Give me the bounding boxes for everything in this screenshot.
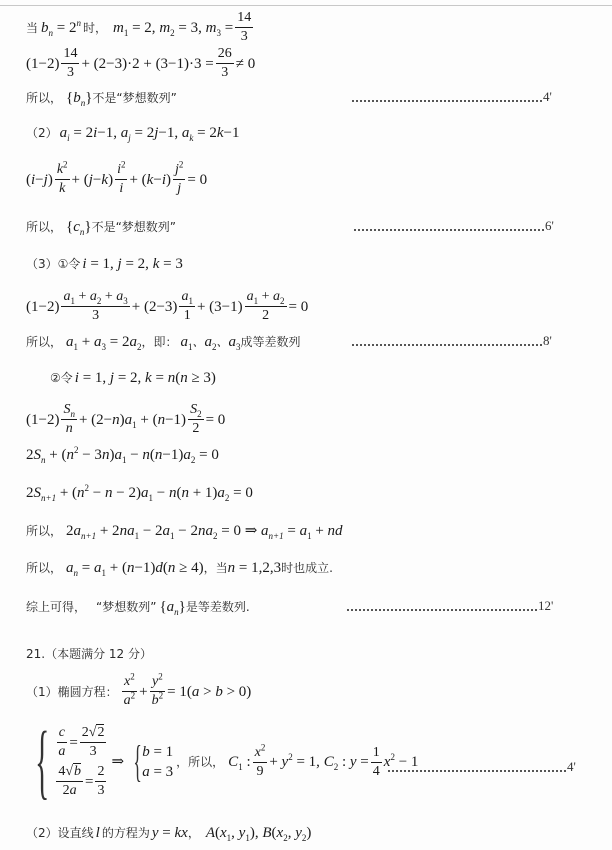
math-n-123: n = 1,2,3: [227, 560, 282, 576]
text-is-arith: 是等差数列.: [185, 600, 250, 614]
line-part2-expr: [26, 159, 208, 197]
text-not-dream-seq: 不是“梦想数列”: [92, 91, 177, 105]
math-step2-cond: i = 1, j = 2, k = n(n ≥ 3): [74, 370, 216, 386]
line-step1-expr: [26, 289, 308, 324]
score-value: 8': [543, 333, 552, 348]
math-step2-expr4: $2a_{n+1} + 2na_1 - 2a_1 - 2na_2 = 0$ ⇒ $a_{n+1} = a_1$ + nd: [66, 523, 343, 541]
math-part2-expr-3: + (k−i): [129, 171, 171, 188]
fraction-2sqrt2-3: $\frac{2√2}{3}$: [81, 725, 105, 759]
score-value: 4': [567, 759, 576, 774]
line-step2-expr1: [26, 402, 225, 437]
line-part3-step1-cond: [26, 255, 183, 273]
math-seq-bn: $\{b_n\}$: [66, 90, 93, 108]
line-bn-values: [26, 10, 255, 45]
math-b-eq-1: b = 1: [142, 744, 174, 760]
fraction-j2-j: $\frac{j^2}{j}$: [174, 159, 184, 196]
label-part2: （2）: [26, 126, 58, 140]
text-suoyi: ，所以，: [176, 755, 225, 769]
math-seq-cn: $\{c_n\}$: [66, 219, 92, 237]
math-step1-coef1: (1−2): [26, 298, 60, 315]
math-eq-zero: = 0: [205, 411, 226, 428]
score-value: 12': [538, 598, 554, 613]
line-step2-expr5: [26, 559, 333, 577]
math-C1: $C_1$ :: [228, 754, 251, 772]
label-part1: （1）: [26, 684, 58, 699]
line-cn-conclusion: [26, 218, 176, 236]
math-step2-expr3: $2S_{n+1} + (n^2 - n - 2)a_1 - n(n + 1)a_2 = 0$: [26, 483, 253, 503]
text-step1-marker: ①令: [57, 257, 81, 271]
fraction-14-3: $\frac{14}{3}$: [63, 46, 78, 80]
line-bn-conclusion: [26, 89, 177, 107]
right-brace-icon: {: [133, 737, 142, 786]
text-dang: 当: [26, 20, 39, 35]
fraction-y2-b2: $\frac{y^2}{b^2}$: [151, 671, 164, 708]
text-dang: ，当: [203, 561, 228, 575]
text-suoyi: 所以，: [26, 335, 63, 349]
line-q21-system: [22, 715, 419, 808]
fraction-a1-1: $\frac{a_1}{1}$: [181, 289, 193, 323]
line-verify-sum: [26, 46, 255, 81]
text-suoyi: 所以，: [26, 524, 63, 538]
text-ellipse-eq-label: 椭圆方程：: [57, 684, 118, 699]
score-value: 4': [543, 89, 552, 104]
fraction-2-3: $\frac{2}{3}$: [97, 764, 105, 798]
text-step2-marker: ②令: [50, 371, 73, 385]
line-step2-expr2: [26, 446, 219, 464]
text-ji: ，即：: [141, 335, 178, 349]
fraction-c-a: $\frac{c}{a}$: [58, 725, 66, 759]
line-q21-part2: [26, 824, 311, 842]
math-part2-expr: (i−j): [26, 171, 53, 188]
score-leader-8: [352, 333, 552, 349]
line-step2-expr4: [26, 522, 343, 540]
math-y-kx: y = kx: [151, 825, 188, 841]
fraction-x2-9: $\frac{x^2}{9}$: [254, 741, 266, 779]
math-neq-zero: ≠ 0: [235, 55, 256, 72]
line-part2-def: [26, 124, 240, 142]
system-left: [54, 725, 108, 799]
math-m-values: $m_1 = 2$, $m_2 = 3$, $m_3$ =: [113, 19, 234, 38]
text-suoyi: 所以，: [26, 91, 63, 105]
math-bn-cond: $b_n = 2^n$: [41, 17, 81, 38]
q21-header: [26, 645, 152, 663]
text-arith-seq: 成等差数列: [240, 335, 301, 349]
fraction-x2-a2: $\frac{x^2}{a^2}$: [123, 671, 136, 708]
text-shi: 时，: [82, 20, 107, 35]
line-q21-part1-ellipse: [26, 671, 252, 709]
score-leader-12: [347, 598, 553, 614]
math-seq-an: $\{a_n\}$: [159, 599, 186, 617]
math-eq-zero: = 0: [288, 298, 309, 315]
line-step1-conclusion: [26, 333, 301, 351]
fraction-26-3: $\frac{26}{3}$: [217, 46, 232, 80]
math-var-l: l: [95, 825, 100, 841]
fraction-a1a2-2: $\frac{a_1 + a_2}{2}$: [246, 289, 285, 323]
math-step1-coef3: + (3−1): [196, 298, 243, 315]
label-part3: （3）: [26, 257, 58, 271]
math-implies: ⇒: [111, 754, 125, 770]
page-top-border: [0, 5, 612, 6]
text-not-dream-seq: 不是“梦想数列”: [91, 220, 177, 234]
score-leader-6: [354, 218, 554, 234]
line-step2-expr3: [26, 484, 253, 502]
math-eq-zero: = 0: [187, 171, 208, 188]
math-eq-one-cond: = 1(a > b > 0): [167, 683, 252, 700]
left-brace-icon: {: [35, 715, 50, 808]
math-C1-rest: + $y^2 = 1$, $C_2$ : y =: [269, 752, 369, 772]
math-part2-expr-2: + (j−k): [71, 171, 114, 188]
fraction-4sqrtb-2a: $\frac{4√b}{2a}$: [58, 764, 82, 798]
math-step2-mid: + $(2-n)a_1 + (n-1)$: [78, 411, 187, 430]
math-terms: $a_1$、$a_2$、$a_3$: [180, 334, 241, 352]
score-value: 6': [545, 218, 554, 233]
math-step1-cond: i = 1, j = 2, k = 3: [82, 256, 183, 272]
fraction-i2-i: $\frac{i^2}{i}$: [117, 159, 126, 196]
score-leader-4: [352, 89, 552, 105]
system-right: [142, 743, 173, 781]
math-step2-coef1: (1−2): [26, 411, 60, 428]
text-summary-prefix: 综上可得，: [26, 600, 87, 614]
fraction-1-4: $\frac{1}{4}$: [372, 744, 380, 779]
math-step2-expr2: $2S_n + (n^2 - 3n)a_1 - n(n-1)a_2 = 0$: [26, 445, 219, 465]
line-step2-cond: [50, 369, 216, 387]
math-step1-coef2: + (2−3): [131, 298, 178, 315]
math-eq: =: [69, 734, 78, 751]
math-part2-def: $a_i = 2i-1$, $a_j = 2j-1$, $a_k = 2k-1$: [59, 125, 240, 143]
text-also-holds: 时也成立.: [281, 561, 333, 575]
math-points-AB: $A(x_1$, $y_1$), $B(x_2$, $y_2$): [205, 825, 312, 843]
math-verify: (1−2): [26, 55, 60, 72]
text-dream-seq-quote: “梦想数列”: [96, 600, 157, 614]
label-part2: （2）: [26, 826, 58, 840]
math-plus: +: [139, 683, 148, 700]
fraction-k2-k: $\frac{k^2}{k}$: [56, 159, 68, 196]
fraction-a1a2a3-3: $\frac{a_1 + a_2 + a_3}{3}$: [63, 289, 128, 323]
math-C2-rest: $x^2 - 1$: [383, 752, 419, 770]
text-eq-of-line: 的方程为: [101, 826, 150, 840]
score-leader-4b: [388, 759, 576, 775]
text-suoyi: 所以，: [26, 561, 63, 575]
math-a1a3-2a2: $a_1 + a_3 = 2a_2$: [66, 334, 142, 352]
math-step2-expr5: $a_n = a_1 + (n-1)d(n \ge 4)$: [66, 560, 204, 578]
system-left-row-2: [54, 764, 108, 799]
fraction-S2-2: $\frac{S_2}{2}$: [190, 402, 202, 436]
text-sep: ，: [187, 826, 200, 840]
text-set-line: 设直线: [57, 826, 94, 840]
math-a-eq-3: a = 3: [142, 764, 174, 780]
fraction-14-3: $\frac{14}{3}$: [237, 10, 252, 44]
math-verify-rest: + (2−3)·2 + (3−1)·3 =: [81, 55, 214, 72]
system-left-row-1: [54, 725, 108, 760]
line-summary: [26, 598, 250, 616]
text-q21-header: 21.（本题满分 12 分）: [26, 647, 152, 661]
fraction-Sn-n: $\frac{S_n}{n}$: [63, 402, 75, 436]
math-eq: =: [85, 773, 94, 790]
text-suoyi: 所以，: [26, 220, 63, 234]
